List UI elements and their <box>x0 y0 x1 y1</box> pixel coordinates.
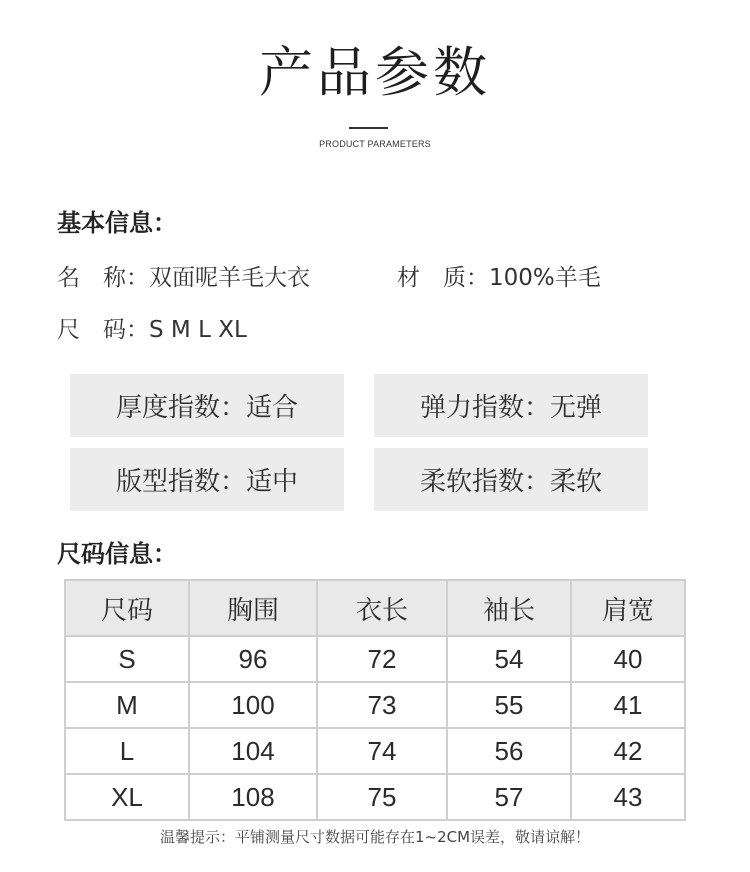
table-cell: 43 <box>571 774 685 820</box>
index-value: 适中 <box>246 467 299 497</box>
table-cell: 41 <box>571 682 685 728</box>
column-header: 袖长 <box>447 580 571 636</box>
title-divider <box>349 127 388 129</box>
material-row <box>397 259 601 292</box>
table-cell: 108 <box>189 774 317 820</box>
page-subtitle: PRODUCT PARAMETERS <box>319 139 431 149</box>
column-header: 衣长 <box>317 580 447 636</box>
table-cell: 73 <box>317 682 447 728</box>
size-info-heading: 尺码信息： <box>57 540 177 568</box>
size-label: 尺 码： <box>57 317 149 343</box>
table-cell: L <box>65 728 189 774</box>
table-cell: 55 <box>447 682 571 728</box>
material-label: 材 质： <box>397 265 489 291</box>
size-row <box>57 311 247 344</box>
table-cell: 75 <box>317 774 447 820</box>
table-row <box>65 636 685 682</box>
table-cell: XL <box>65 774 189 820</box>
index-label: 版型指数： <box>115 467 246 497</box>
table-cell: 57 <box>447 774 571 820</box>
table-cell: 54 <box>447 636 571 682</box>
fit-index-box <box>70 448 344 511</box>
column-header: 肩宽 <box>571 580 685 636</box>
softness-index-box <box>374 448 648 511</box>
table-cell: 100 <box>189 682 317 728</box>
table-row <box>65 682 685 728</box>
index-label: 厚度指数： <box>115 393 246 423</box>
table-cell: 42 <box>571 728 685 774</box>
table-cell: S <box>65 636 189 682</box>
column-header: 尺码 <box>65 580 189 636</box>
table-cell: 56 <box>447 728 571 774</box>
table-cell: 104 <box>189 728 317 774</box>
table-row <box>65 774 685 820</box>
name-label: 名 称： <box>57 265 149 291</box>
thickness-index-box <box>70 374 344 437</box>
material-value: 100%羊毛 <box>489 265 601 291</box>
table-cell: 96 <box>189 636 317 682</box>
table-header-row <box>65 580 685 636</box>
index-value: 无弹 <box>550 393 603 423</box>
index-label: 弹力指数： <box>419 393 550 423</box>
measurement-note: 温馨提示：平铺测量尺寸数据可能存在1~2CM误差，敬请谅解！ <box>159 828 591 846</box>
index-label: 柔软指数： <box>419 467 550 497</box>
table-cell: 40 <box>571 636 685 682</box>
index-value: 柔软 <box>550 467 603 497</box>
table-cell: M <box>65 682 189 728</box>
table-cell: 74 <box>317 728 447 774</box>
size-value: S M L XL <box>149 317 247 343</box>
column-header: 胸围 <box>189 580 317 636</box>
basic-info-heading: 基本信息： <box>57 209 177 237</box>
elasticity-index-box <box>374 374 648 437</box>
name-row <box>57 259 310 292</box>
index-value: 适合 <box>246 393 299 423</box>
table-cell: 72 <box>317 636 447 682</box>
page-title: 产品参数 <box>259 41 491 104</box>
name-value: 双面呢羊毛大衣 <box>149 265 310 291</box>
size-table <box>64 579 686 821</box>
table-row <box>65 728 685 774</box>
